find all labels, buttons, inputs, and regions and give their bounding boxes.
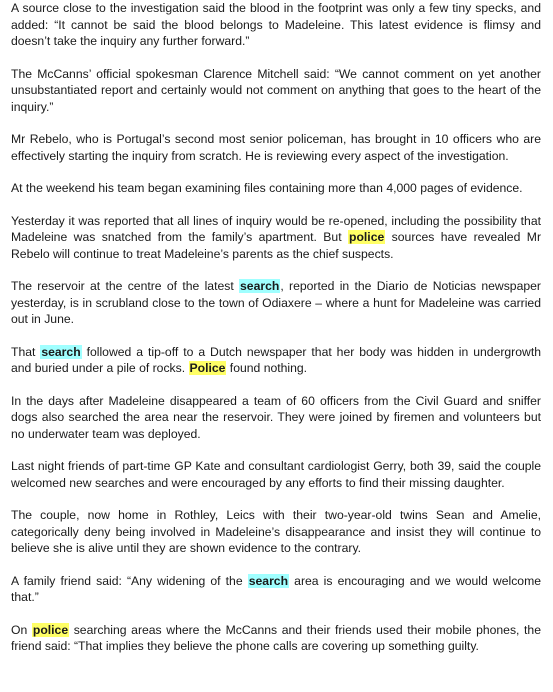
paragraph-text: On	[11, 622, 32, 637]
article-paragraph	[11, 278, 541, 328]
paragraph-text: found nothing.	[226, 361, 308, 375]
article-paragraph	[11, 622, 541, 655]
paragraph-text: The reservoir at the centre of the latest	[11, 279, 240, 293]
highlighted-term-police: police	[349, 230, 385, 244]
article-paragraph	[11, 66, 541, 116]
paragraph-text: A source close to the investigation said the blood in the footprint was only a few tiny specks, and added: “It cannot be said the blood belongs to Madeleine. This latest evidence is flimsy and doesn’t take the inquiry any further forward.”	[11, 1, 541, 48]
article-paragraph	[11, 131, 541, 164]
paragraph-text: The McCanns’ official spokesman Clarence Mitchell said: “We cannot comment on yet another unsubstantiated report and certainly would not comment on anything that goes to the heart of the inquiry.”	[11, 66, 541, 114]
paragraph-text: searching areas where the McCanns and their friends used their mobile phones, the friend said: “That implies they believe the phone calls are covering up something guilty.	[11, 622, 541, 653]
article-paragraph	[11, 573, 541, 606]
paragraph-text: area is encouraging and we would welcome that.”	[11, 573, 541, 604]
highlighted-term-search: search	[240, 279, 280, 293]
paragraph-text: The couple, now home in Rothley, Leics with their two-year-old twins Sean and Amelie, categorically deny being involved in Madeleine’s disappearance and insist they will continue to believe she is alive until they are shown evidence to the contrary.	[11, 508, 541, 555]
article-paragraph	[11, 0, 541, 50]
paragraph-text: , reported in the Diario de Noticias newspaper yesterday, is in scrubland close to the town of Odiaxere – where a hunt for Madeleine was carried out in June.	[11, 279, 541, 326]
article-paragraph	[11, 458, 541, 491]
paragraph-text: Mr Rebelo, who is Portugal’s second most senior policeman, has brought in 10 officers who are effectively starting the inquiry from scratch. He is reviewing every aspect of the investigation.	[11, 132, 541, 163]
paragraph-text: sources have revealed Mr Rebelo will continue to treat Madeleine’s parents as the chief suspects.	[11, 230, 541, 261]
article-body	[11, 0, 541, 671]
highlighted-term-search: search	[41, 344, 81, 359]
paragraph-text: followed a tip-off to a Dutch newspaper that her body was hidden in undergrowth and buried under a pile of rocks.	[11, 344, 541, 375]
highlighted-term-police: police	[32, 622, 69, 637]
article-paragraph	[11, 180, 541, 197]
article-paragraph	[11, 393, 541, 443]
article-paragraph	[11, 213, 541, 263]
paragraph-text: Yesterday it was reported that all lines of inquiry would be re-opened, including the possibility that Madeleine was snatched from the family’s apartment. But	[11, 213, 541, 244]
paragraph-text: That	[11, 344, 41, 359]
paragraph-text: A family friend said: “Any widening of the	[11, 573, 248, 588]
article-paragraph	[11, 344, 541, 377]
highlighted-term-search: search	[248, 573, 289, 588]
paragraph-text: At the weekend his team began examining files containing more than 4,000 pages of evidence.	[11, 181, 523, 195]
highlighted-term-police: Police	[189, 361, 226, 375]
paragraph-text: In the days after Madeleine disappeared a team of 60 officers from the Civil Guard and sniffer dogs also searched the area near the reservoir. They were joined by firemen and volunteers but no underwater team was deployed.	[11, 393, 541, 441]
paragraph-text: Last night friends of part-time GP Kate and consultant cardiologist Gerry, both 39, said the couple welcomed new searches and were encouraged by any efforts to find their missing daughter.	[11, 459, 541, 490]
article-paragraph	[11, 507, 541, 557]
